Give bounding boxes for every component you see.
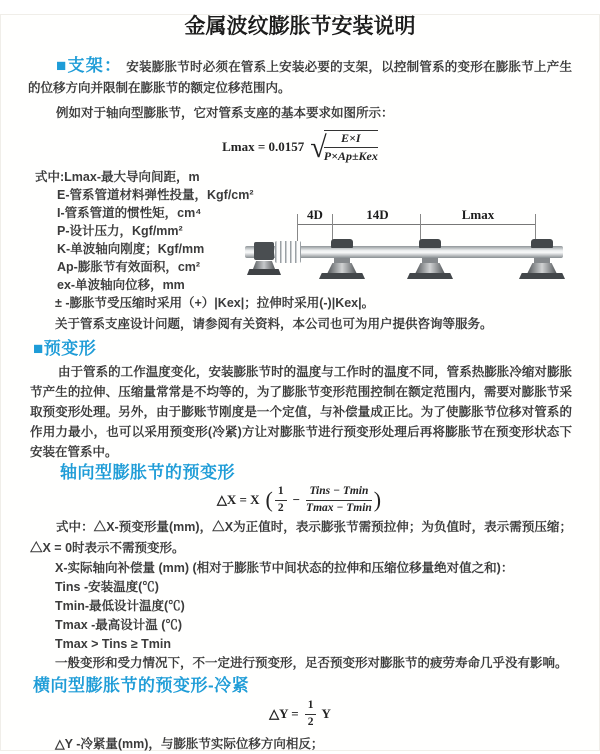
support-cap <box>531 239 553 248</box>
axial-note-line: 一般变形和受力情况下，不一定进行预变形，足否预变形对膨胀节的疲劳寿命几乎没有影响。 <box>55 656 568 670</box>
tmin-line: Tmin-最低设计温度(℃) <box>55 599 185 613</box>
fraction-numerator: 1 <box>305 699 317 715</box>
definition-item: I-管系管道的惯性矩，cm⁴ <box>57 206 202 220</box>
axial-where-line: 式中：△X-预变形量(mm)，△X为正值时，表示膨张节需预拉伸；为负值时，表示需预压缩；△X = 0时表示不需预变形。 <box>30 520 572 555</box>
anchor-base <box>247 269 281 275</box>
formula-rhs: Y <box>321 706 331 721</box>
consult-note: 关于管系支座设计问题，请参阅有关资料，本公司也可为用户提供咨询等服务。 <box>55 317 493 331</box>
page-title: 金属波纹膨胀节安装说明 <box>184 15 416 38</box>
tins-line: Tins -安装温度(℃) <box>55 580 159 594</box>
predeform-body: 由于管系的工作温度变化，安装膨胀节时的温度与工作时的温度不同，管系热膨胀冷缩对膨胀节产生的拉伸、压缩量常常是不均等的，为了膨胀节变形范围控制在额定范围内，需要对膨胀节采取预变形处理。另外，由于膨账节刚度是一个定值，与补偿量成正比。为了使膨胀节位移对管系的作用力最小，也可以采用预变形(冷紧)方让对膨胀节进行预变形处理后再将膨胀节在预变形状态下安装在管系中。 <box>30 365 572 459</box>
lateral-predeform-formula <box>0 699 600 729</box>
support-paragraph <box>28 55 572 99</box>
formula-lhs: △Y = <box>269 706 299 721</box>
definition-item: ex-单波轴向位移，mm <box>57 278 185 292</box>
pipe-guide-support <box>519 239 565 279</box>
support-base <box>319 273 365 279</box>
support-cap <box>419 239 441 248</box>
dim-label-lmax: Lmax <box>461 207 495 222</box>
support-example-line: 例如对于轴向型膨胀节，它对管系支座的基本要求如图所示： <box>56 106 394 120</box>
sqrt-radical-icon: √ <box>310 131 327 164</box>
temperature-fraction <box>306 485 372 516</box>
right-paren: ) <box>373 487 382 512</box>
anchor-pedestal <box>253 261 275 269</box>
fraction-numerator: Tins − Tmin <box>306 485 372 501</box>
dim-label-14d: 14D <box>366 207 389 222</box>
plus-minus-note: ± -膨胀节受压缩时采用（+）|Kex|；拉伸时采用(-)|Kex|。 <box>55 296 375 310</box>
definition-item: 式中:Lmax-最大导向间距，m <box>35 170 200 184</box>
definition-item: E-管系管道材料弹性投量，Kgf/cm² <box>57 188 254 202</box>
formula-lhs: △X = X <box>216 492 260 507</box>
anchor-clamp <box>254 242 274 260</box>
definition-item: K-单波轴向刚度；Kgf/mm <box>57 242 205 256</box>
half-fraction <box>305 699 317 730</box>
axial-subheading: 轴向型膨胀节的预变形 <box>60 463 235 482</box>
sqrt-fraction <box>324 130 378 164</box>
temp-inequality-line: Tmax > Tins ≥ Tmin <box>55 637 172 651</box>
lmax-formula <box>0 129 600 165</box>
formula-numerator: E×I <box>324 131 378 148</box>
tmax-line: Tmax -最高设计温 (℃) <box>55 618 183 632</box>
pipe-guide-support <box>407 239 453 279</box>
definition-item: Ap-膨胀节有效面积，cm² <box>57 260 201 274</box>
support-base <box>407 273 453 279</box>
dy-note-line: △Y -冷紧量(mm)，与膨胀节实际位移方向相反； <box>55 737 324 751</box>
support-intro-text: 安装膨胀节时必须在管系上安装必要的支架，以控制管系的变形在膨胀节上产生的位移方向并限制在膨胀节的额定位移范围内。 <box>28 60 572 95</box>
definition-item: P-设计压力，Kgf/mm² <box>57 224 183 238</box>
support-section-heading: ■支架： <box>56 56 123 75</box>
support-pedestal <box>327 263 357 274</box>
support-base <box>519 273 565 279</box>
document-page <box>0 14 600 751</box>
support-pedestal <box>527 263 557 274</box>
minus-sign: − <box>292 492 301 507</box>
half-fraction <box>275 485 287 516</box>
formula-denominator: P×Ap±Kex <box>323 149 378 163</box>
fraction-denominator: Tmax − Tmin <box>306 501 372 514</box>
dim-label-4d: 4D <box>307 207 323 222</box>
fraction-denominator: 2 <box>277 501 284 514</box>
axial-predeform-formula <box>0 483 600 517</box>
x-definition-line: X-实际轴向补偿量 (mm) (相对于膨胀节中间状态的拉伸和压缩位移量绝对值之和)： <box>55 561 514 575</box>
left-paren: ( <box>265 487 273 512</box>
pipe-support-diagram <box>245 206 580 302</box>
lateral-subheading: 横向型膨胀节的预变形-冷紧 <box>33 676 250 695</box>
pipe-guide-support <box>319 239 365 279</box>
support-cap <box>331 239 353 248</box>
support-pedestal <box>415 263 445 274</box>
predeform-section-heading: ■预变形 <box>33 339 97 358</box>
fraction-denominator: 2 <box>307 715 314 728</box>
formula-lhs: Lmax = 0.0157 <box>222 139 305 154</box>
fraction-numerator: 1 <box>275 485 287 501</box>
pipe-anchor <box>247 242 281 278</box>
